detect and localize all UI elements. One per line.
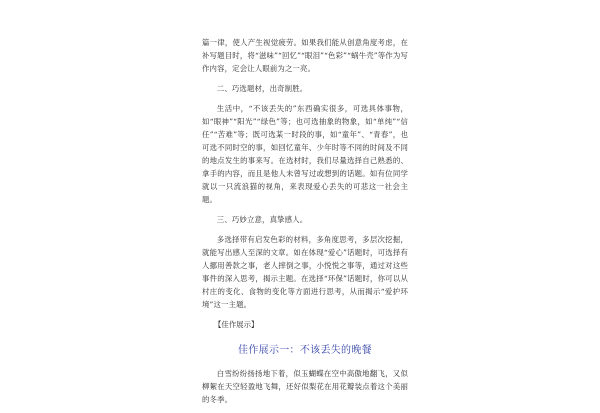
- section-heading-material: 二、巧选题材，出奇制胜。: [216, 84, 308, 93]
- text-column: [202, 36, 408, 413]
- paragraph-theme: 多选择带有启发色彩的材料，多角度思考，多层次挖掘，就能写出感人至深的文章。如在体现“爱心”话题时，可选择有人挪用善款之事，老人摔倒之事，小悦悦之事等，通过对这些事件的深入思考，揭示主题。在选择“环保”话题时，你可以从村庄的变化、食物的变化等方面进行思考，从而揭示“爱护环境”这一主题。: [202, 235, 408, 309]
- paragraph-essay: 白雪纷纷扬扬地下着，似玉蝴蝶在空中高傲地翻飞，又似柳絮在天空轻盈地飞舞，还好似梨花在用花瓣装点着这个美丽的冬季。: [202, 369, 408, 404]
- section-heading-theme: 三、巧妙立意，真挚感人。: [216, 215, 308, 224]
- paragraph-material: 生活中，“不该丢失的”东西确实很多，可选具体事物，如“眼神”“阳光”“绿色”等；也可选抽象的物象，如“单纯”“信任”“苦难”等；既可选某一时段的事，如“童年”、“青春”，也可选不同时空的事，如回忆童年、少年时等不同的时间及不同的地点发生的事来写。在选材时，我们尽量选择自己熟悉的、拿手的内容，而且是他人未曾写过或想到的话题。如有位同学就以一只流浪猫的视角，来表现爱心丢失的可悲这一社会主题。: [202, 104, 408, 204]
- showcase-title: 佳作展示一：不该丢失的晚餐: [238, 345, 372, 356]
- paragraph-intro: 篇一律，使人产生视觉疲劳。如果我们能从创意角度考虑，在补写题目时，将“滋味”“回忆”“眼泪”“色彩”“蜗牛壳”等作为写作内容，定会让人眼前为之一亮。: [202, 38, 408, 73]
- showcase-label: 【佳作展示】: [214, 320, 259, 329]
